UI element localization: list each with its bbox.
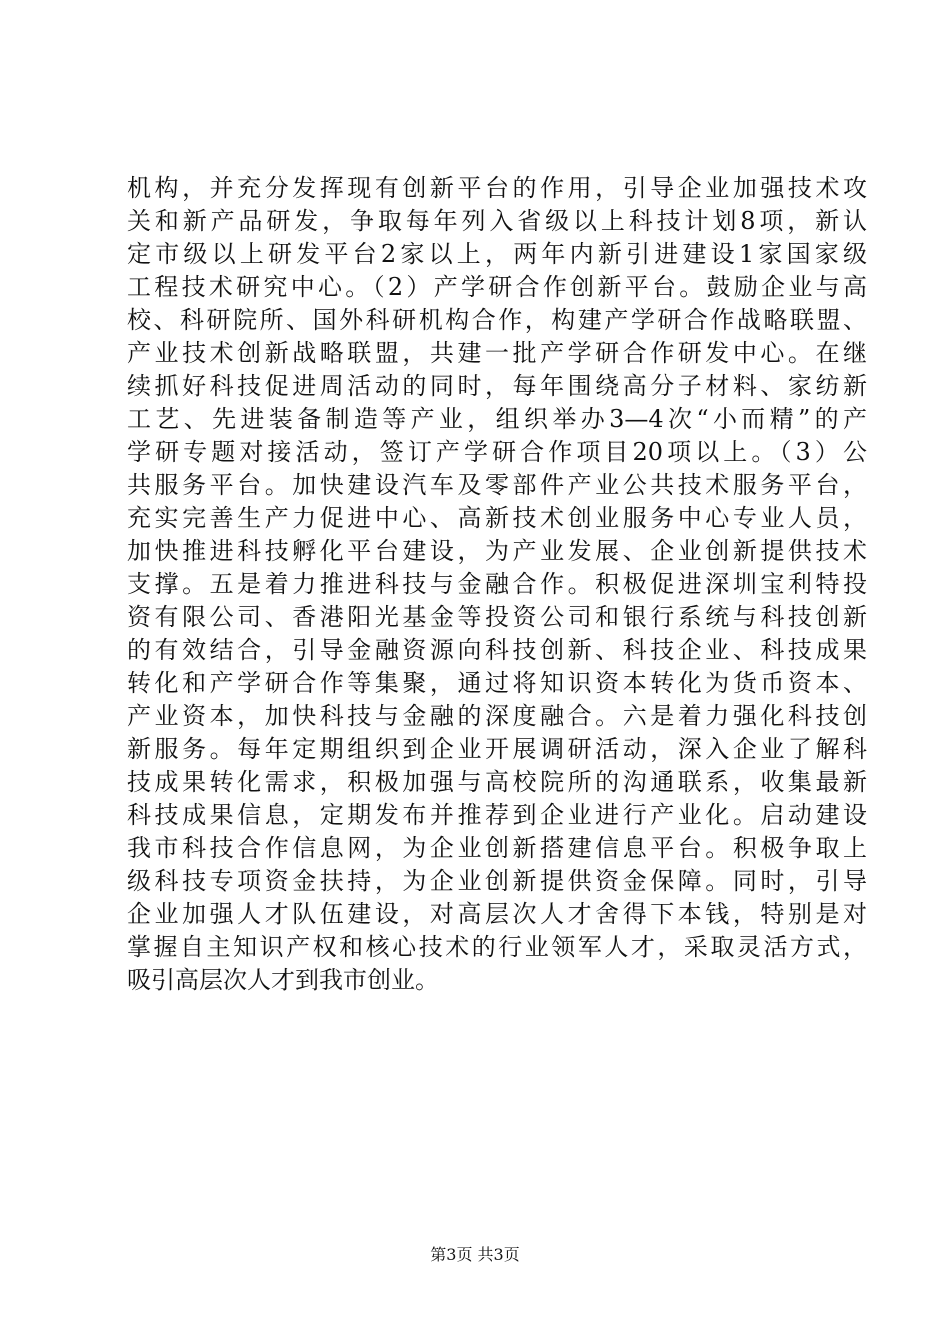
body-line: 转化和产学研合作等集聚，通过将知识资本转化为货币资本、 [127,669,867,697]
body-line: 校、科研院所、国外科研机构合作，构建产学研合作战略联盟、 [127,306,867,334]
body-line: 工艺、先进装备制造等产业，组织举办3—4次“小而精”的产 [127,405,867,433]
body-line: 机构，并充分发挥现有创新平台的作用，引导企业加强技术攻 [127,174,867,202]
body-line: 的有效结合，引导金融资源向科技创新、科技企业、科技成果 [127,636,867,664]
body-line: 新服务。每年定期组织到企业开展调研活动，深入企业了解科 [127,735,867,763]
body-line: 产业技术创新战略联盟，共建一批产学研合作研发中心。在继 [127,339,867,367]
body-line: 支撑。五是着力推进科技与金融合作。积极促进深圳宝利特投 [127,570,867,598]
body-line: 产业资本，加快科技与金融的深度融合。六是着力强化科技创 [127,702,867,730]
body-line: 共服务平台。加快建设汽车及零部件产业公共技术服务平台， [127,471,867,499]
body-text [127,172,867,997]
body-line: 续抓好科技促进周活动的同时，每年围绕高分子材料、家纺新 [127,372,867,400]
page-number-footer: 第3页 共3页 [430,1245,520,1264]
body-line: 关和新产品研发，争取每年列入省级以上科技计划8项，新认 [127,207,867,235]
body-line: 掌握自主知识产权和核心技术的行业领军人才，采取灵活方式， [127,933,867,961]
body-line: 吸引高层次人才到我市创业。 [127,966,439,994]
body-line: 学研专题对接活动，签订产学研合作项目20项以上。（3）公 [127,438,867,466]
body-line: 级科技专项资金扶持，为企业创新提供资金保障。同时，引导 [127,867,867,895]
body-line: 工程技术研究中心。（2）产学研合作创新平台。鼓励企业与高 [127,273,867,301]
body-line: 科技成果信息，定期发布并推荐到企业进行产业化。启动建设 [127,801,867,829]
body-line: 企业加强人才队伍建设，对高层次人才舍得下本钱，特别是对 [127,900,867,928]
body-line: 技成果转化需求，积极加强与高校院所的沟通联系，收集最新 [127,768,867,796]
body-line: 资有限公司、香港阳光基金等投资公司和银行系统与科技创新 [127,603,867,631]
body-line: 我市科技合作信息网，为企业创新搭建信息平台。积极争取上 [127,834,867,862]
body-line: 加快推进科技孵化平台建设，为产业发展、企业创新提供技术 [127,537,867,565]
body-line: 充实完善生产力促进中心、高新技术创业服务中心专业人员， [127,504,867,532]
body-line: 定市级以上研发平台2家以上，两年内新引进建设1家国家级 [127,240,867,268]
